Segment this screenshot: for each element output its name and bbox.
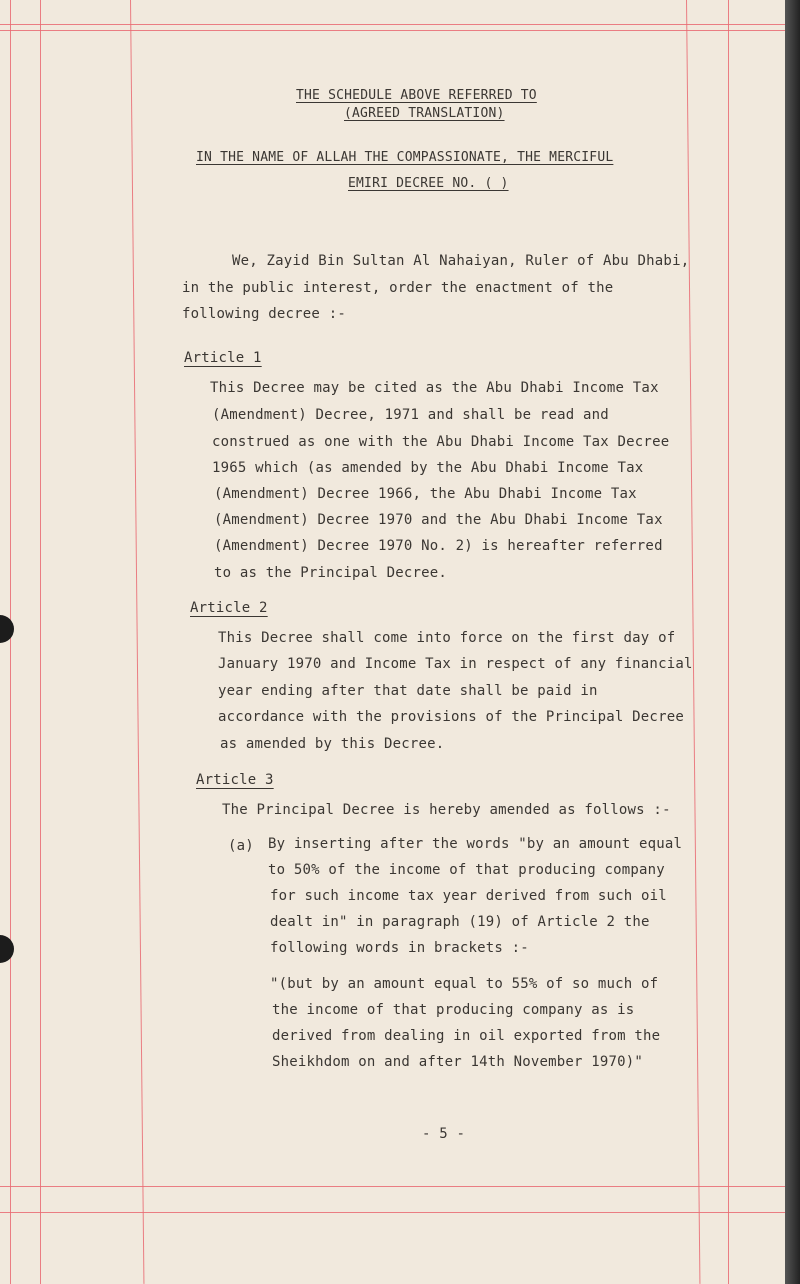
article-1-line: construed as one with the Abu Dhabi Income Tax Decree (212, 434, 670, 450)
article-2-line: year ending after that date shall be paid in (218, 683, 598, 699)
margin-line (0, 1212, 785, 1213)
margin-line (728, 0, 729, 1284)
quote-line: derived from dealing in oil exported from the (272, 1028, 661, 1044)
item-a-label: (a) (228, 838, 254, 854)
article-1-line: (Amendment) Decree, 1971 and shall be read and (212, 407, 609, 423)
preamble-line: in the public interest, order the enactment of the (182, 280, 614, 296)
article-2-line: This Decree shall come into force on the first day of (218, 630, 676, 646)
margin-line (130, 0, 144, 1284)
article-1-line: (Amendment) Decree 1970 and the Abu Dhabi Income Tax (214, 512, 663, 528)
item-a-line: By inserting after the words "by an amount equal (268, 836, 683, 852)
article-2-line: as amended by this Decree. (220, 736, 445, 752)
item-a-line: dealt in" in paragraph (19) of Article 2 the (270, 914, 650, 930)
item-a-line: following words in brackets :- (270, 940, 529, 956)
article-3-heading: Article 3 (196, 772, 274, 788)
invocation: IN THE NAME OF ALLAH THE COMPASSIONATE, THE MERCIFUL (196, 150, 614, 165)
margin-line (0, 24, 785, 25)
margin-line (10, 0, 11, 1284)
quote-line: the income of that producing company as is (272, 1002, 635, 1018)
decree-title: EMIRI DECREE NO. ( ) (348, 176, 509, 191)
article-2-line: accordance with the provisions of the Principal Decree (218, 709, 684, 725)
punch-hole (0, 615, 14, 643)
article-3-intro: The Principal Decree is hereby amended as follows :- (222, 802, 671, 818)
article-1-line: (Amendment) Decree 1970 No. 2) is hereafter referred (214, 538, 663, 554)
article-2-heading: Article 2 (190, 600, 268, 616)
margin-line (40, 0, 41, 1284)
title-line-1: THE SCHEDULE ABOVE REFERRED TO (296, 88, 537, 103)
article-1-line: 1965 which (as amended by the Abu Dhabi Income Tax (212, 460, 644, 476)
margin-line (686, 0, 700, 1284)
quote-line: "(but by an amount equal to 55% of so much of (270, 976, 659, 992)
page-edge-shadow (785, 0, 800, 1284)
margin-line (0, 30, 785, 31)
quote-line: Sheikhdom on and after 14th November 1970)" (272, 1054, 644, 1070)
article-1-heading: Article 1 (184, 350, 262, 366)
punch-hole (0, 935, 14, 963)
margin-line (0, 1186, 785, 1187)
preamble-line: following decree :- (182, 306, 346, 322)
page-number: - 5 - (422, 1126, 466, 1142)
item-a-line: to 50% of the income of that producing company (268, 862, 665, 878)
article-1-line: to as the Principal Decree. (214, 565, 447, 581)
item-a-line: for such income tax year derived from such oil (270, 888, 667, 904)
article-1-line: This Decree may be cited as the Abu Dhabi Income Tax (210, 380, 659, 396)
preamble-line: We, Zayid Bin Sultan Al Nahaiyan, Ruler of Abu Dhabi, (232, 253, 690, 269)
article-2-line: January 1970 and Income Tax in respect of any financial (218, 656, 693, 672)
title-line-2: (AGREED TRANSLATION) (344, 106, 505, 121)
article-1-line: (Amendment) Decree 1966, the Abu Dhabi Income Tax (214, 486, 637, 502)
